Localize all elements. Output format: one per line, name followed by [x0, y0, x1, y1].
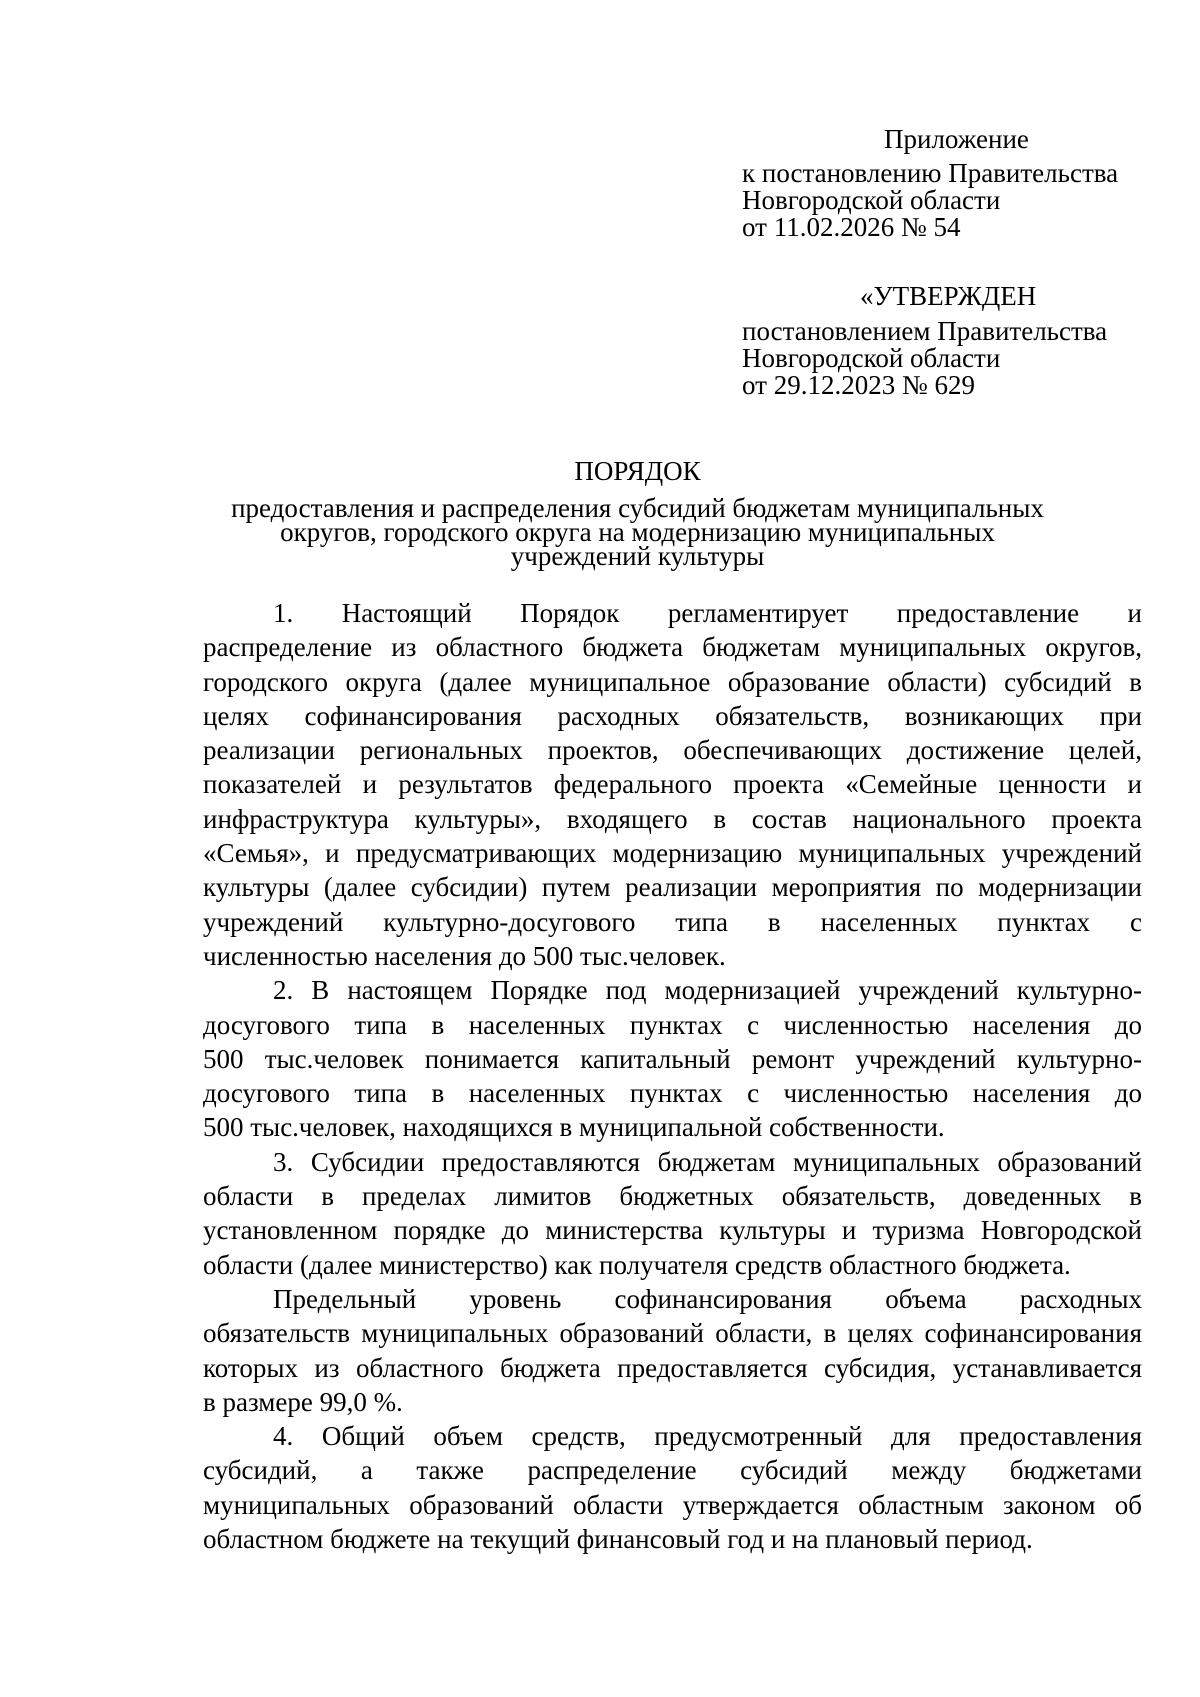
paragraph-line: области в пределах лимитов бюджетных обязательств, доведенных в [203, 1181, 1142, 1212]
paragraph-line: 2. В настоящем Порядке под модернизацией учреждений культурно- [273, 975, 1142, 1006]
paragraph-line: муниципальных образований области утверждается областным законом об [203, 1489, 1142, 1520]
paragraph-line: досугового типа в населенных пунктах с численностью населения до [203, 1009, 1142, 1040]
paragraph-line: установленном порядке до министерства культуры и туризма Новгородской [203, 1215, 1142, 1246]
paragraph-line: численностью населения до 500 тыс.человек. [203, 940, 726, 971]
paragraph-line: в размере 99,0 %. [203, 1386, 403, 1417]
paragraph-line: распределение из областного бюджета бюджетам муниципальных округов, [203, 632, 1142, 663]
annex-line: от 11.02.2026 № 54 [742, 212, 961, 242]
paragraph-line: реализации региональных проектов, обеспечивающих достижение целей, [203, 735, 1142, 766]
paragraph-line: показателей и результатов федерального проекта «Семейные ценности и [203, 769, 1142, 800]
subtitle-line: учреждений культуры [510, 541, 765, 571]
annex-block [742, 160, 1118, 241]
paragraph-line: 4. Общий объем средств, предусмотренный для предоставления [273, 1421, 1142, 1452]
paragraph-line: культуры (далее субсидии) путем реализации мероприятия по модернизации [203, 872, 1142, 903]
paragraph-line: которых из областного бюджета предоставляется субсидия, устанавливается [203, 1352, 1142, 1383]
approved-title: «УТВЕРЖДЕН [860, 281, 1037, 311]
annex-title: Приложение [884, 124, 1029, 154]
paragraph-line: обязательств муниципальных образований области, в целях софинансирования [203, 1318, 1142, 1349]
subtitle-line: округов, городского округа на модернизацию муниципальных [280, 517, 995, 547]
approved-line: постановлением Правительства [742, 316, 1108, 346]
paragraph-line: «Семья», и предусматривающих модернизацию муниципальных учреждений [203, 838, 1142, 869]
annex-line: Новгородской области [742, 185, 1001, 215]
document-title: ПОРЯДОК [574, 456, 701, 486]
annex-line: к постановлению Правительства [742, 158, 1119, 188]
paragraph-line: субсидий, а также распределение субсидий между бюджетами [203, 1455, 1142, 1486]
paragraph-line: 1. Настоящий Порядок регламентирует предоставление и [273, 598, 1142, 628]
paragraph-line: областном бюджете на текущий финансовый год и на плановый период. [203, 1524, 1033, 1555]
subtitle-line: предоставления и распределения субсидий бюджетам муниципальных [231, 493, 1044, 523]
paragraph-line: 500 тыс.человек понимается капитальный ремонт учреждений культурно- [203, 1043, 1142, 1074]
paragraph-line: учреждений культурно-досугового типа в населенных пунктах с [203, 906, 1142, 937]
paragraph-line: целях софинансирования расходных обязательств, возникающих при [203, 700, 1142, 731]
paragraph-line: досугового типа в населенных пунктах с численностью населения до [203, 1078, 1142, 1109]
approved-line: от 29.12.2023 № 629 [742, 370, 975, 400]
approved-block [742, 318, 1107, 399]
paragraph-line: Предельный уровень софинансирования объема расходных [273, 1283, 1142, 1314]
approved-line: Новгородской области [742, 343, 1001, 373]
paragraph-line: 3. Субсидии предоставляются бюджетам муниципальных образований [273, 1146, 1142, 1177]
document-subtitle [0, 493, 1200, 571]
paragraph-line: 500 тыс.человек, находящихся в муниципальной собственности. [203, 1112, 945, 1143]
paragraph-line: городского округа (далее муниципальное образование области) субсидий в [203, 666, 1142, 697]
paragraph-line: области (далее министерство) как получателя средств областного бюджета. [203, 1249, 1071, 1280]
paragraph-line: инфраструктура культуры», входящего в состав национального проекта [203, 803, 1142, 834]
document-body [203, 596, 1142, 1556]
